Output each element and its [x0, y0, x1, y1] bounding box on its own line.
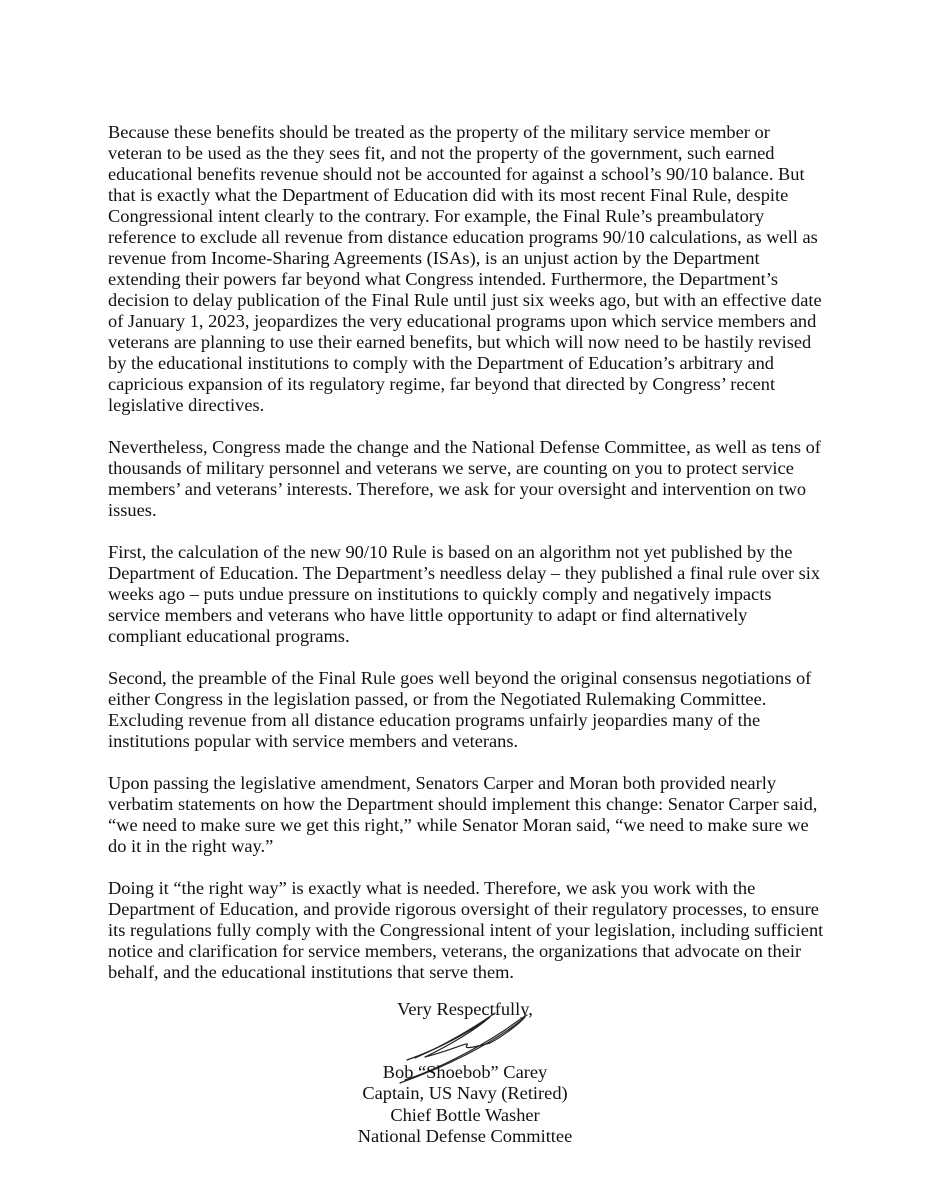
- text-line: educational benefits revenue should not be accounted for against a school’s 90/10 balance. But: [108, 164, 805, 184]
- text-line: members’ and veterans’ interests. Therefore, we ask for your oversight and intervention on two: [108, 479, 807, 499]
- text-line: either Congress in the legislation passed, or from the Negotiated Rulemaking Committee.: [108, 689, 767, 709]
- text-line: Second, the preamble of the Final Rule goes well beyond the original consensus negotiations of: [108, 668, 812, 688]
- text-line: by the educational institutions to comply with the Department of Education’s arbitrary and: [108, 353, 774, 373]
- text-line: Department of Education, and provide rigorous oversight of their regulatory processes, to ensure: [108, 899, 819, 919]
- text-line: reference to exclude all revenue from distance education programs 90/10 calculations, as well as: [108, 227, 818, 247]
- signature-block: [300, 1062, 630, 1148]
- signer-organization: National Defense Committee: [357, 1126, 573, 1147]
- text-line: institutions popular with service members and veterans.: [108, 731, 519, 751]
- text-line: notice and clarification for service members, veterans, the organizations that advocate on their: [108, 941, 802, 961]
- signer-name: Bob “Shoebob” Carey: [382, 1062, 548, 1082]
- text-line: of January 1, 2023, jeopardizes the very educational programs upon which service members and: [108, 311, 817, 331]
- letter-body: [108, 122, 868, 1004]
- signer-rank: Captain, US Navy (Retired): [362, 1083, 568, 1104]
- text-line: First, the calculation of the new 90/10 Rule is based on an algorithm not yet published by the: [108, 542, 793, 562]
- text-line: veterans are planning to use their earned benefits, but which will now need to be hastily revised: [108, 332, 812, 352]
- text-line: that is exactly what the Department of Education did with its most recent Final Rule, despite: [108, 185, 789, 205]
- paragraph: [108, 668, 868, 752]
- paragraph: [108, 122, 868, 416]
- text-line: decision to delay publication of the Final Rule until just six weeks ago, but with an effective date: [108, 290, 822, 310]
- text-line: veteran to be used as the they sees fit, and not the property of the government, such earned: [108, 143, 775, 163]
- text-line: Nevertheless, Congress made the change and the National Defense Committee, as well as tens of: [108, 437, 821, 457]
- text-line: capricious expansion of its regulatory regime, far beyond that directed by Congress’ recent: [108, 374, 776, 394]
- text-line: Doing it “the right way” is exactly what is needed. Therefore, we ask you work with the: [108, 878, 756, 898]
- text-line: service members and veterans who have little opportunity to adapt or find alternatively: [108, 605, 748, 625]
- text-line: do it in the right way.”: [108, 836, 274, 856]
- text-line: Department of Education. The Department’s needless delay – they published a final rule over six: [108, 563, 821, 583]
- text-line: Because these benefits should be treated as the property of the military service member or: [108, 122, 770, 142]
- text-line: Upon passing the legislative amendment, Senators Carper and Moran both provided nearly: [108, 773, 777, 793]
- text-line: legislative directives.: [108, 395, 265, 415]
- text-line: weeks ago – puts undue pressure on institutions to quickly comply and negatively impacts: [108, 584, 772, 604]
- closing: Very Respectfully,: [397, 999, 533, 1019]
- text-line: issues.: [108, 500, 157, 520]
- signer-title: Chief Bottle Washer: [390, 1104, 540, 1125]
- text-line: Congressional intent clearly to the contrary. For example, the Final Rule’s preambulatory: [108, 206, 765, 226]
- paragraph: [108, 878, 868, 983]
- text-line: thousands of military personnel and veterans we serve, are counting on you to protect service: [108, 458, 794, 478]
- text-line: behalf, and the educational institutions that serve them.: [108, 962, 515, 982]
- text-line: its regulations fully comply with the Congressional intent of your legislation, including sufficient: [108, 920, 824, 940]
- text-line: compliant educational programs.: [108, 626, 350, 646]
- paragraph: [108, 437, 868, 521]
- text-line: revenue from Income-Sharing Agreements (ISAs), is an unjust action by the Department: [108, 248, 760, 268]
- text-line: Excluding revenue from all distance education programs unfairly jeopardies many of the: [108, 710, 761, 730]
- text-line: extending their powers far beyond what Congress intended. Furthermore, the Department’s: [108, 269, 779, 289]
- text-line: verbatim statements on how the Department should implement this change: Senator Carper said,: [108, 794, 818, 814]
- text-line: “we need to make sure we get this right,” while Senator Moran said, “we need to make sure we: [108, 815, 809, 835]
- paragraph: [108, 773, 868, 857]
- paragraph: [108, 542, 868, 647]
